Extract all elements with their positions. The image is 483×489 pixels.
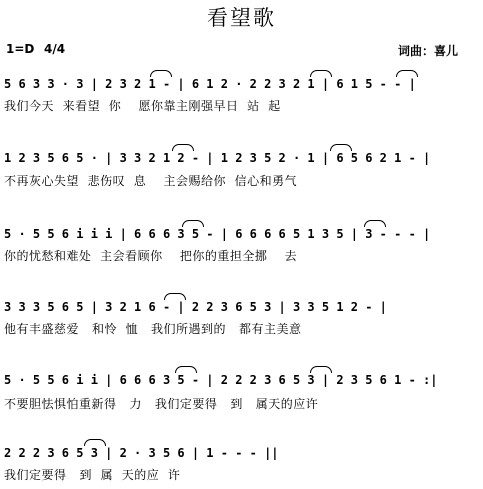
slur-mark	[364, 220, 386, 227]
slur-mark	[164, 293, 186, 300]
notation-row-6: 2 2 2 3 6 5 3 | 2 · 3 5 6 | 1 - - - ||	[4, 446, 279, 460]
slur-mark	[172, 144, 194, 151]
notation-row-3: 5 · 5 5 6 i i i | 6 6 6 3 5 - | 6 6 6 6 5 1 3 5 | 3 - - - |	[4, 227, 431, 241]
key-signature: 1=D	[6, 42, 35, 56]
slur-mark	[396, 70, 418, 77]
lyric-row-4: 他有丰盛慈爱 和怜 恤 我们所遇到的 都有主美意	[4, 322, 302, 336]
notation-row-2: 1 2 3 5 6 5 · | 3 3 2 1 2 - | 1 2 3 5 2 · 1 | 6 5 6 2 1 - |	[4, 151, 431, 165]
lyric-row-2: 不再灰心失望 悲伤叹 息 主会赐给你 信心和勇气	[4, 174, 298, 188]
notation-row-4: 3 3 3 5 6 5 | 3 2 1 6 - | 2 2 3 6 5 3 | 3 3 5 1 2 - |	[4, 300, 387, 314]
time-signature: 4/4	[44, 42, 66, 56]
lyric-row-3: 你的忧愁和难处 主会看顾你 把你的重担全挪 去	[4, 249, 298, 263]
slur-mark	[150, 70, 172, 77]
notation-row-1: 5 6 3 3 · 3 | 2 3 2 1 - | 6 1 2 · 2 2 3 2 1 | 6 1 5 - - |	[4, 77, 416, 91]
slur-mark	[310, 366, 332, 373]
slur-mark	[84, 439, 106, 446]
credit-line: 词曲：喜儿	[398, 44, 459, 58]
slur-mark	[310, 70, 332, 77]
lyric-row-1: 我们今天 来看望 你 愿你靠主刚强早日 站 起	[4, 99, 281, 113]
slur-mark	[175, 366, 197, 373]
lyric-row-6: 我们定要得 到 属 天的应 许	[4, 468, 181, 482]
notation-row-5: 5 · 5 5 6 i i | 6 6 6 3 5 - | 2 2 2 3 6 5 3 | 2 3 5 6 1 - :|	[4, 373, 438, 387]
slur-mark	[330, 144, 352, 151]
song-title: 看望歌	[207, 6, 276, 30]
slur-mark	[182, 220, 204, 227]
lyric-row-5: 不要胆怯惧怕重新得 力 我们定要得 到 属天的应许	[4, 397, 319, 411]
